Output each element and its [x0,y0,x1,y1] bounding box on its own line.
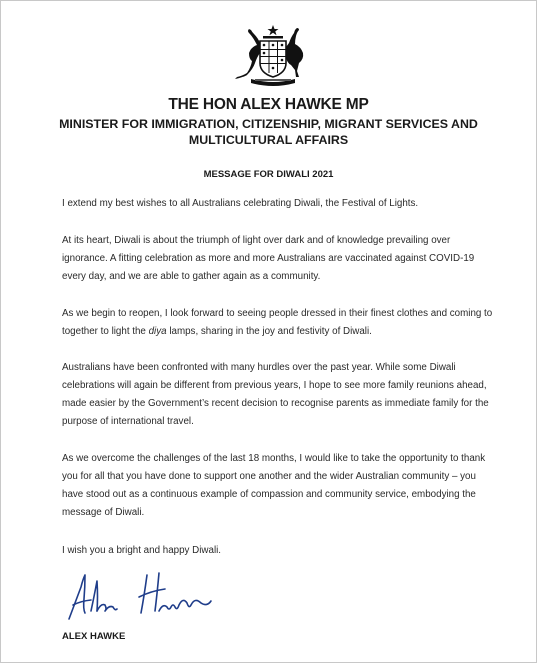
message-heading: MESSAGE FOR DIWALI 2021 [203,169,334,180]
paragraph-3-italic: diya [148,326,167,337]
paragraph-4: Australians have been confronted with many hurdles over the past year. While some Diwali celebrations will again be different from previous years, I hope to see more family reunions ahead, made easier by the Government’s recent decision to recognise parents as immediate family for the purpose of international travel. [62,362,489,427]
paragraph-1: I extend my best wishes to all Australians celebrating Diwali, the Festival of Lights. [62,198,419,209]
handwritten-signature-icon [61,567,221,623]
paragraph-2: At its heart, Diwali is about the triumph of light over dark and of knowledge prevailing over ignorance. A fitting celebration as more and more Australians are vaccinated against COVID-19 every day, and we are able to gather again as a community. [62,235,475,282]
signatory-name: ALEX HAWKE [62,631,126,642]
closing-line: I wish you a bright and happy Diwali. [62,545,222,556]
paragraph-3-text-a: As we begin to reopen, I look forward to seeing people dressed in their finest clothes and coming to together to light the [62,308,493,337]
paragraph-3 [62,305,494,341]
paragraph-3-text-b: lamps, sharing in the joy and festivity of Diwali. [166,326,372,337]
paragraph-5: As we overcome the challenges of the last 18 months, I would like to take the opportunity to thank you for all that you have done to support one another and the wider Australian community – you have stood out as a continuous example of compassion and community service, embodying the message of Diwali. [62,453,486,518]
coat-of-arms-icon [227,23,319,89]
minister-name: THE HON ALEX HAWKE MP [168,96,369,113]
minister-title: MINISTER FOR IMMIGRATION, CITIZENSHIP, MIGRANT SERVICES AND MULTICULTURAL AFFAIRS [59,117,478,147]
